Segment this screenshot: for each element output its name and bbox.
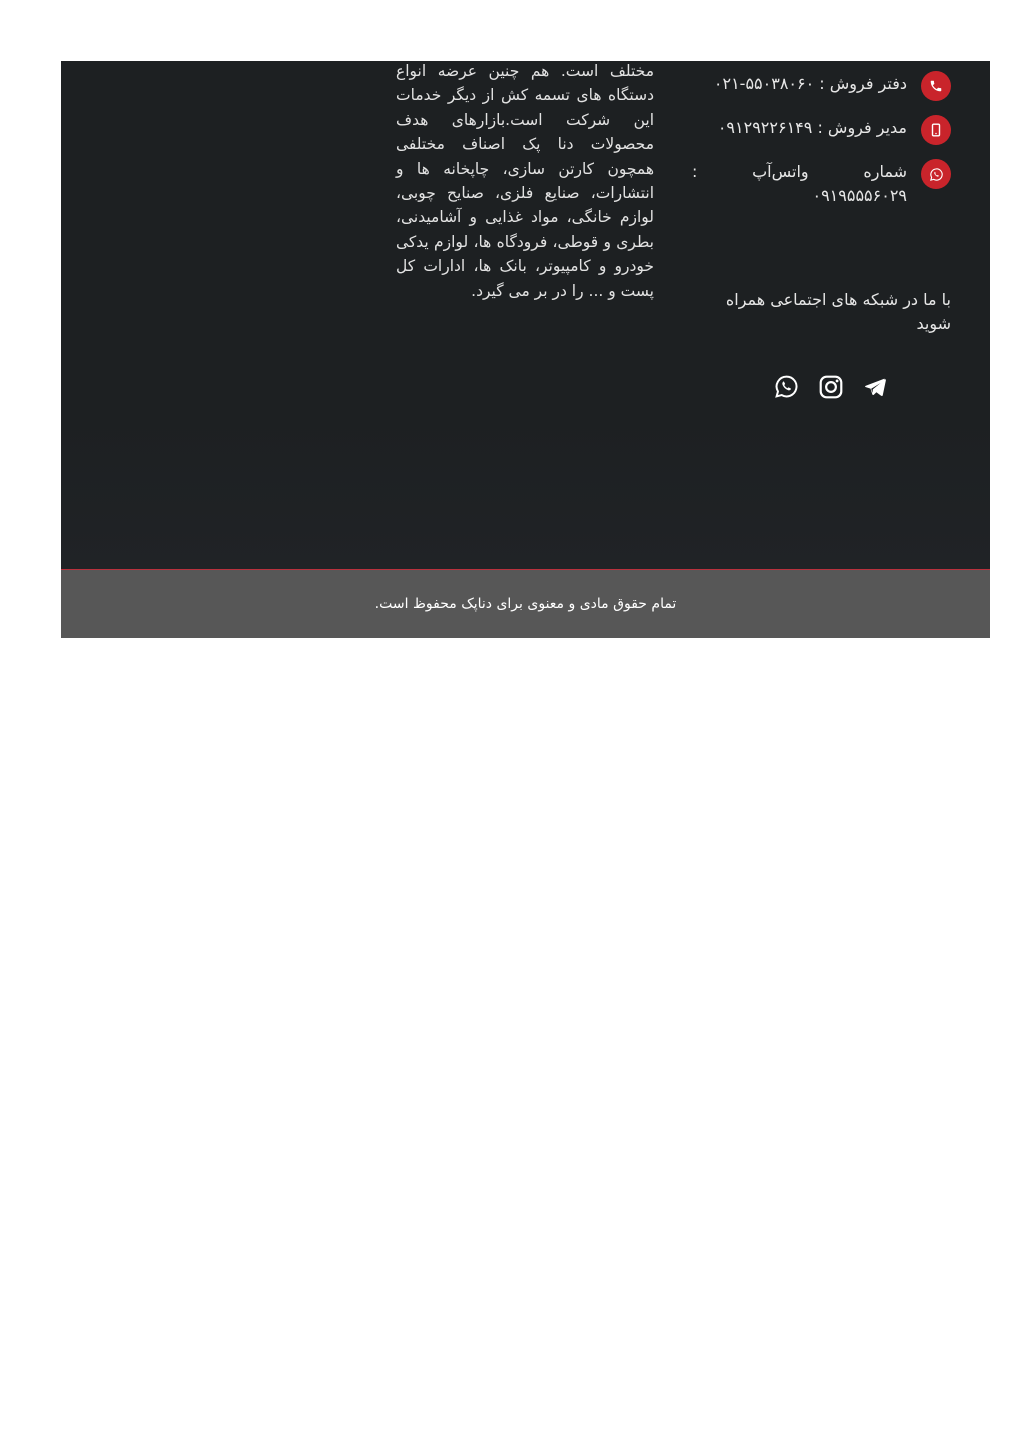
sales-office-text: دفتر فروش : ۵۵۰۳۸۰۶۰-۰۲۱ <box>713 74 907 93</box>
telegram-icon[interactable] <box>861 373 888 400</box>
copyright-text: تمام حقوق مادی و معنوی برای دناپک محفوظ است. <box>374 596 677 612</box>
phone-icon <box>921 71 951 101</box>
contact-sales-manager[interactable] <box>718 115 951 145</box>
social-links <box>773 373 888 400</box>
instagram-icon[interactable] <box>817 373 844 400</box>
contact-whatsapp[interactable] <box>692 159 951 208</box>
whatsapp-icon[interactable] <box>773 373 800 400</box>
site-footer <box>61 61 990 569</box>
social-title: با ما در شبکه های اجتماعی همراه شوید <box>725 290 951 333</box>
mobile-icon <box>921 115 951 145</box>
whatsapp-text: شماره واتس‌آپ : ۰۹۱۹۵۵۵۶۰۲۹ <box>692 162 907 205</box>
about-text: مختلف است. هم چنین عرضه انواع دستگاه های تسمه کش از دیگر خدمات این شرکت است.بازارهای هدف محصولات دنا پک اصناف مختلفی همچون کارتن سازی، چاپخانه ها و انتشارات، صنایع فلزی، صنایح چوبی، لوازم خانگی، مواد غذایی و آشامیدنی، بطری و قوطی، فرودگاه ها، لوازم یدکی خودرو و کامپیوتر، بانک ها، ادارات کل پست و ... را در بر می گیرد. <box>396 62 654 300</box>
copyright-bar <box>61 569 990 638</box>
whatsapp-icon <box>921 159 951 189</box>
sales-manager-text: مدیر فروش : ۰۹۱۲۹۲۲۶۱۴۹ <box>717 118 907 137</box>
contact-sales-office[interactable] <box>714 71 951 101</box>
